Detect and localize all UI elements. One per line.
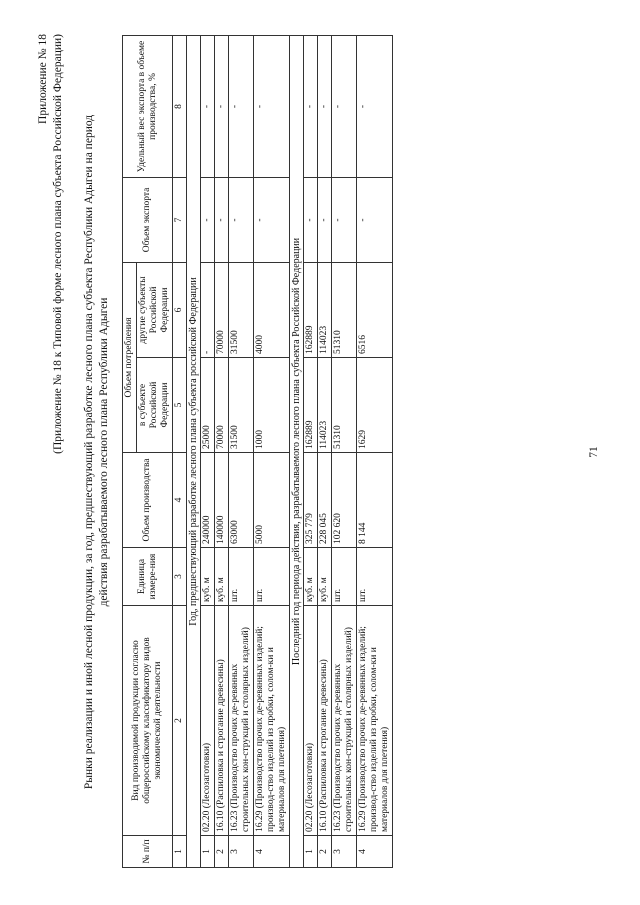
document-title-line2: действия разрабатываемого лесного плана Республики Адыгеи xyxy=(98,297,110,607)
column-number: 3 xyxy=(173,548,187,606)
export-cell: - xyxy=(229,177,254,262)
table-row xyxy=(215,35,229,867)
production-cell: 140000 xyxy=(215,453,229,548)
product-type-cell: 16.29 (Производство прочих де-ревянных изделий; производ-ство изделий из пробки, солом-ки и материалов для плетения) xyxy=(254,606,290,836)
production-cell: 63000 xyxy=(229,453,254,548)
section-title: Последний год периода действия, разрабатываемого лесного плана субъекта Российской Федерации xyxy=(290,35,304,867)
export-cell: - xyxy=(201,177,215,262)
header-product-type: Вид производимой продукции согласно общероссийскому классификатору видов экономической деятельности xyxy=(123,606,173,836)
appendix-header xyxy=(36,34,66,454)
product-type-cell: 16.29 (Производство прочих де-ревянных изделий; производ-ство изделий из пробки, солом-ки и материалов для плетения) xyxy=(357,606,393,836)
export-share-cell: - xyxy=(254,35,290,177)
other-subjects-cell: 31500 xyxy=(229,262,254,357)
table-row xyxy=(332,35,357,867)
table-row xyxy=(318,35,332,867)
unit-cell: куб. м xyxy=(201,548,215,606)
product-type-cell: 16.10 (Распиловка и строгание древесины) xyxy=(318,606,332,836)
other-subjects-cell: 51310 xyxy=(332,262,357,357)
table-row xyxy=(254,35,290,867)
section-title: Год, предшествующий разработке лесного плана субъекта российской Федерации xyxy=(187,35,201,867)
other-subjects-cell: 114023 xyxy=(318,262,332,357)
column-number: 2 xyxy=(173,606,187,836)
product-type-cell: 02.20 (Лесозаготовки) xyxy=(304,606,318,836)
column-numbers-row xyxy=(173,35,187,867)
production-cell: 102 620 xyxy=(332,453,357,548)
unit-cell: шт. xyxy=(357,548,393,606)
production-cell: 5000 xyxy=(254,453,290,548)
row-number: 2 xyxy=(318,836,332,868)
column-number: 6 xyxy=(173,262,187,357)
table-row xyxy=(357,35,393,867)
in-subject-cell: 31500 xyxy=(229,358,254,453)
export-cell: - xyxy=(357,177,393,262)
section-previous-year xyxy=(187,35,201,867)
other-subjects-cell: 4000 xyxy=(254,262,290,357)
export-cell: - xyxy=(215,177,229,262)
section-last-year xyxy=(290,35,304,867)
column-number: 5 xyxy=(173,358,187,453)
header-in-subject: в субъекте Российской Федерации xyxy=(137,358,173,453)
in-subject-cell: 1629 xyxy=(357,358,393,453)
header-export-share: Удельный вес экспорта в объеме производства, % xyxy=(123,35,173,177)
product-type-cell: 02.20 (Лесозаготовки) xyxy=(201,606,215,836)
appendix-title: Приложение № 18 xyxy=(37,34,49,124)
export-share-cell: - xyxy=(229,35,254,177)
in-subject-cell: 114023 xyxy=(318,358,332,453)
export-share-cell: - xyxy=(332,35,357,177)
export-share-cell: - xyxy=(304,35,318,177)
row-number: 2 xyxy=(215,836,229,868)
row-number: 3 xyxy=(332,836,357,868)
in-subject-cell: 51310 xyxy=(332,358,357,453)
row-number: 3 xyxy=(229,836,254,868)
unit-cell: шт. xyxy=(332,548,357,606)
column-number: 8 xyxy=(173,35,187,177)
rotated-document-page xyxy=(30,22,610,882)
row-number: 4 xyxy=(254,836,290,868)
in-subject-cell: 70000 xyxy=(215,358,229,453)
production-cell: 8 144 xyxy=(357,453,393,548)
in-subject-cell: 25000 xyxy=(201,358,215,453)
export-cell: - xyxy=(254,177,290,262)
header-unit: Единица измере-ния xyxy=(123,548,173,606)
product-type-cell: 16.23 (Производство прочих де-ревянных строительных кон-струкций и столярных изделий) xyxy=(332,606,357,836)
export-share-cell: - xyxy=(201,35,215,177)
unit-cell: куб. м xyxy=(318,548,332,606)
production-cell: 240000 xyxy=(201,453,215,548)
in-subject-cell: 1000 xyxy=(254,358,290,453)
markets-table xyxy=(122,35,393,868)
product-type-cell: 16.10 (Распиловка и строгание древесины) xyxy=(215,606,229,836)
header-number: № п/п xyxy=(123,836,173,868)
unit-cell: куб. м xyxy=(304,548,318,606)
in-subject-cell: 162889 xyxy=(304,358,318,453)
other-subjects-cell: 70000 xyxy=(215,262,229,357)
table-row xyxy=(304,35,318,867)
row-number: 1 xyxy=(304,836,318,868)
appendix-subtitle: (Приложение № 18 к Типовой форме лесного плана субъекта Российской Федерации) xyxy=(52,34,64,454)
column-number: 4 xyxy=(173,453,187,548)
header-other-subjects: другие субъекты Российской Федерации xyxy=(137,262,173,357)
document-title-line1: Рынки реализации и иной лесной продукции, за год, предшествующий разработке лесного плана субъекта Республики Адыгеи на период xyxy=(83,114,95,790)
unit-cell: шт. xyxy=(254,548,290,606)
table-row xyxy=(201,35,215,867)
header-production-volume: Объем производства xyxy=(123,453,173,548)
export-share-cell: - xyxy=(215,35,229,177)
production-cell: 228 045 xyxy=(318,453,332,548)
export-share-cell: - xyxy=(318,35,332,177)
page-number: 71 xyxy=(588,446,600,458)
unit-cell: куб. м xyxy=(215,548,229,606)
row-number: 1 xyxy=(201,836,215,868)
export-cell: - xyxy=(332,177,357,262)
other-subjects-cell: - xyxy=(201,262,215,357)
export-share-cell: - xyxy=(357,35,393,177)
column-number: 7 xyxy=(173,177,187,262)
export-cell: - xyxy=(304,177,318,262)
unit-cell: шт. xyxy=(229,548,254,606)
header-export-volume: Объем экспорта xyxy=(123,177,173,262)
document-title xyxy=(82,32,112,872)
column-number: 1 xyxy=(173,836,187,868)
other-subjects-cell: 6516 xyxy=(357,262,393,357)
row-number: 4 xyxy=(357,836,393,868)
other-subjects-cell: 162889 xyxy=(304,262,318,357)
header-consumption-volume: Объем потребления xyxy=(123,262,137,452)
table-row xyxy=(229,35,254,867)
production-cell: 325 779 xyxy=(304,453,318,548)
export-cell: - xyxy=(318,177,332,262)
product-type-cell: 16.23 (Производство прочих де-ревянных строительных кон-струкций и столярных изделий) xyxy=(229,606,254,836)
